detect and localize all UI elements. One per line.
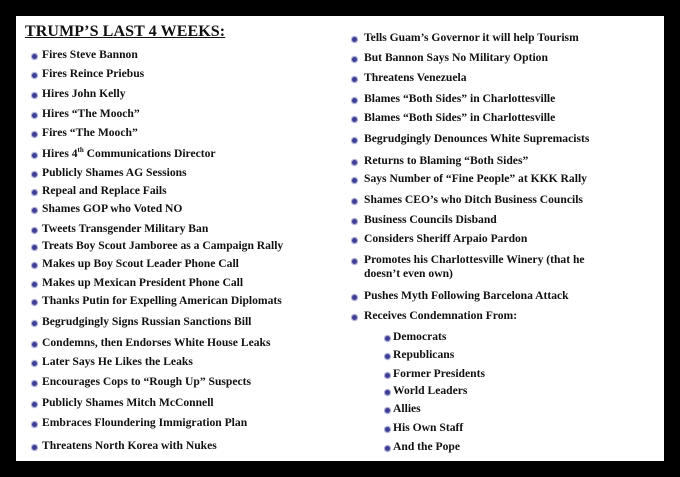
list-item: Later Says He Likes the Leaks <box>42 355 193 368</box>
bullet-icon <box>32 263 37 268</box>
list-item: Threatens North Korea with Nukes <box>42 439 217 452</box>
bullet-icon <box>385 336 390 341</box>
bullet-icon <box>32 321 37 326</box>
list-item: Hires John Kelly <box>42 87 126 100</box>
bullet-icon <box>352 37 357 42</box>
sub-list-item: His Own Staff <box>393 421 464 434</box>
sub-list-item: World Leaders <box>393 384 468 397</box>
list-item: Receives Condemnation From: <box>364 309 518 322</box>
list-item: Blames “Both Sides” in Charlottesville <box>364 111 556 124</box>
bullet-icon <box>32 228 37 233</box>
list-item: Blames “Both Sides” in Charlottesville <box>364 92 556 105</box>
bullet-icon <box>32 93 37 98</box>
bullet-icon <box>32 361 37 366</box>
list-item: Condemns, then Endorses White House Leaks <box>42 336 271 349</box>
bullet-icon <box>385 390 390 395</box>
sub-list-item: Republicans <box>393 348 455 361</box>
bullet-icon <box>352 117 357 122</box>
list-item: But Bannon Says No Military Option <box>364 51 548 64</box>
list-item: Repeal and Replace Fails <box>42 184 167 197</box>
list-item: Considers Sheriff Arpaio Pardon <box>364 232 528 245</box>
list-item: Threatens Venezuela <box>364 71 467 84</box>
bullet-icon <box>352 57 357 62</box>
bullet-icon <box>32 73 37 78</box>
document-panel <box>16 16 664 461</box>
list-item: Says Number of “Fine People” at KKK Rally <box>364 172 587 185</box>
bullet-icon <box>32 342 37 347</box>
list-item: Hires 4th Communications Director <box>42 146 216 160</box>
list-item: Hires “The Mooch” <box>42 107 140 120</box>
bullet-icon <box>352 259 357 264</box>
list-item: Tweets Transgender Military Ban <box>42 222 209 235</box>
list-item: Pushes Myth Following Barcelona Attack <box>364 289 569 302</box>
sub-list-item: And the Pope <box>393 440 460 453</box>
bullet-icon <box>352 295 357 300</box>
list-item: Thanks Putin for Expelling American Diplomats <box>42 294 282 307</box>
list-item: Returns to Blaming “Both Sides” <box>364 154 529 167</box>
bullet-icon <box>32 445 37 450</box>
bullet-icon <box>352 315 357 320</box>
bullet-icon <box>32 300 37 305</box>
sub-list-item: Democrats <box>393 330 447 343</box>
list-item: Makes up Boy Scout Leader Phone Call <box>42 257 239 270</box>
bullet-icon <box>352 219 357 224</box>
bullet-icon <box>385 354 390 359</box>
list-item: Tells Guam’s Governor it will help Tourism <box>364 31 579 44</box>
bullet-icon <box>352 77 357 82</box>
bullet-icon <box>385 408 390 413</box>
bullet-icon <box>32 190 37 195</box>
bullet-icon <box>352 98 357 103</box>
bullet-icon <box>32 54 37 59</box>
bullet-icon <box>352 238 357 243</box>
bullet-icon <box>32 172 37 177</box>
list-item: Shames GOP who Voted NO <box>42 202 183 215</box>
list-item: Fires “The Mooch” <box>42 126 138 139</box>
list-item: Publicly Shames AG Sessions <box>42 166 187 179</box>
bullet-icon <box>32 282 37 287</box>
bullet-icon <box>32 153 37 158</box>
bullet-icon <box>32 132 37 137</box>
bullet-icon <box>385 427 390 432</box>
list-item: Begrudgingly Denounces White Supremacists <box>364 132 590 145</box>
bullet-icon <box>385 446 390 451</box>
bullet-icon <box>32 422 37 427</box>
list-item: Promotes his Charlottesville Winery (that he doesn’t even own) <box>364 253 585 280</box>
list-item: Begrudgingly Signs Russian Sanctions Bill <box>42 315 252 328</box>
bullet-icon <box>32 113 37 118</box>
list-item: Publicly Shames Mitch McConnell <box>42 396 214 409</box>
list-item: Encourages Cops to “Rough Up” Suspects <box>42 375 252 388</box>
list-item: Fires Steve Bannon <box>42 48 138 61</box>
list-item: Shames CEO’s who Ditch Business Councils <box>364 193 583 206</box>
sub-list-item: Allies <box>393 402 421 415</box>
bullet-icon <box>32 381 37 386</box>
list-item: Business Councils Disband <box>364 213 497 226</box>
page-title: TRUMP’S LAST 4 WEEKS: <box>25 23 226 40</box>
list-item: Treats Boy Scout Jamboree as a Campaign Rally <box>42 239 284 252</box>
list-item: Fires Reince Priebus <box>42 67 145 80</box>
bullet-icon <box>385 373 390 378</box>
bullet-icon <box>352 160 357 165</box>
bullet-icon <box>352 138 357 143</box>
list-item: Embraces Floundering Immigration Plan <box>42 416 248 429</box>
sub-list-item: Former Presidents <box>393 367 485 380</box>
bullet-icon <box>352 199 357 204</box>
bullet-icon <box>32 245 37 250</box>
bullet-icon <box>32 208 37 213</box>
bullet-icon <box>32 402 37 407</box>
list-item: Makes up Mexican President Phone Call <box>42 276 244 289</box>
bullet-icon <box>352 178 357 183</box>
